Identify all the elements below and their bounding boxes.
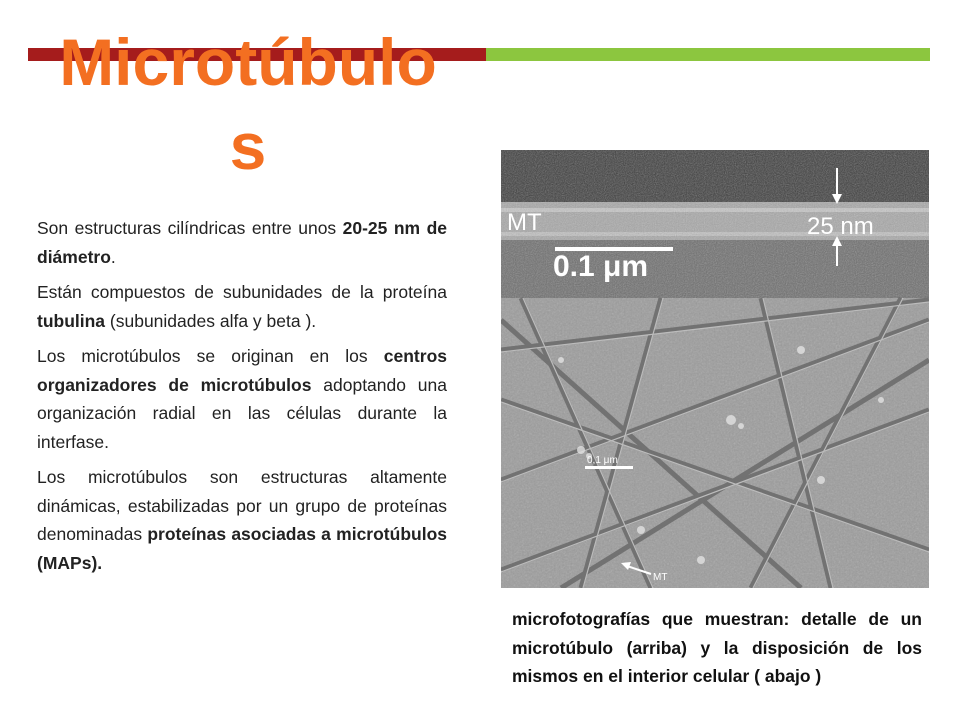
text-segment: (subunidades alfa y beta ).	[105, 310, 317, 331]
bold-segment: 20-25 nm de diámetro	[37, 218, 447, 267]
paragraph-1	[37, 214, 447, 271]
micrograph-image	[501, 150, 929, 588]
micrograph-label-scale-bottom: 0,1 μm	[587, 455, 618, 466]
text-segment: Están compuestos de subunidades de la proteína	[37, 282, 447, 302]
micrograph-caption: microfotografías que muestran: detalle de un microtúbulo (arriba) y la disposición de los mismos en el interior celular ( abajo )	[512, 609, 922, 686]
slide-title: Microtúbulos	[59, 25, 437, 183]
text-segment: Los microtúbulos se originan en los	[37, 346, 384, 366]
paragraph-4	[37, 463, 447, 577]
text-segment: Son estructuras cilíndricas entre unos	[37, 218, 343, 238]
micrograph-bottom-panel	[501, 298, 929, 588]
bold-segment: tubulina	[37, 310, 106, 331]
paragraph-3	[37, 342, 447, 456]
micrograph-label-mt-bottom: MT	[653, 572, 668, 583]
body-text	[37, 214, 447, 584]
micrograph-label-diameter: 25 nm	[807, 213, 874, 240]
micrograph-label-mt: MT	[507, 209, 542, 236]
bold-segment: proteínas asociadas a microtúbulos (MAPs).	[37, 524, 447, 573]
text-segment: Los microtúbulos son estructuras altamente dinámicas, estabilizadas por un grupo de proteínas denominadas	[37, 467, 447, 544]
text-segment: adoptando una organización radial en las células durante la interfase.	[37, 374, 447, 452]
header-bar-green	[486, 48, 930, 61]
paragraph-2	[37, 278, 447, 335]
bold-segment: centros organizadores de microtúbulos	[37, 346, 447, 395]
text-segment: .	[110, 246, 116, 267]
micrograph-label-scale-top: 0.1 μm	[553, 250, 649, 283]
